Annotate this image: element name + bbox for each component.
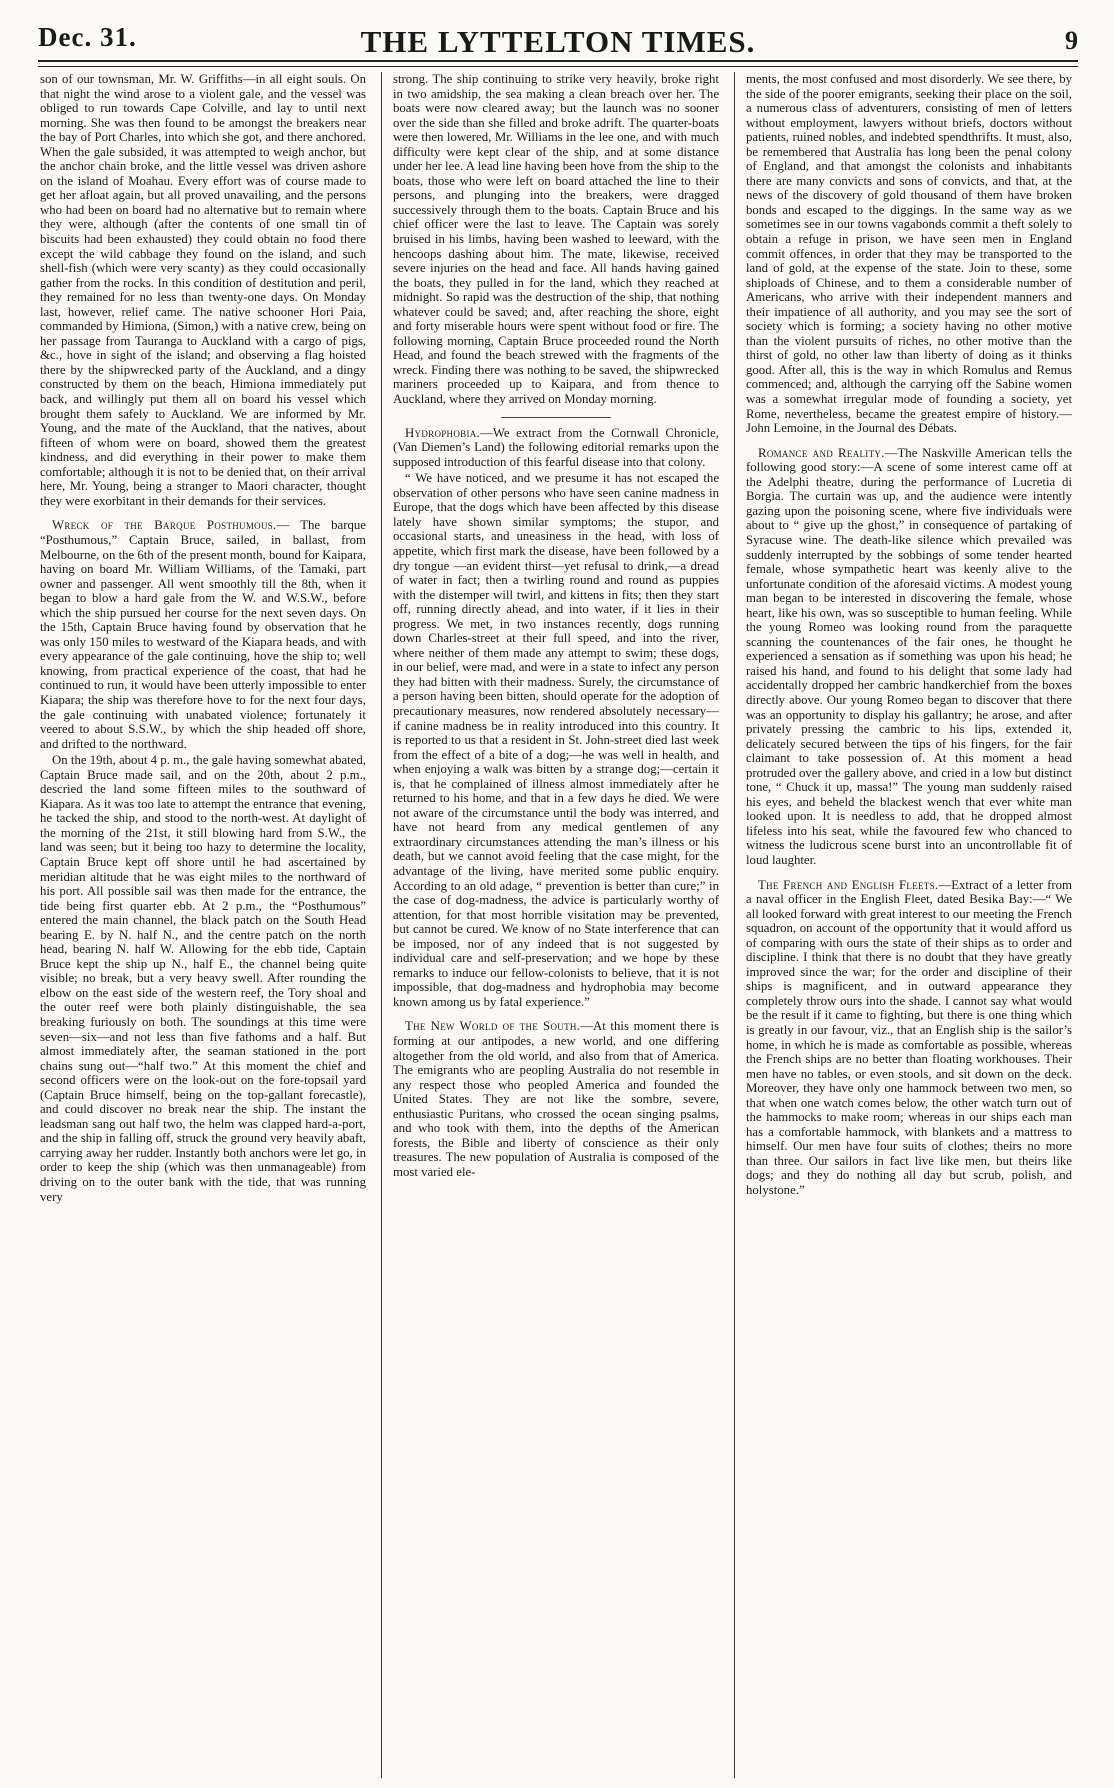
article-paragraph: strong. The ship continuing to strike very heavily, broke right in two amidship, the sea making a clean breach over her. The boats were now cleared away; but the launch was no sooner over the side than she filled and broke adrift. The quarter-boats were then lowered, Mr. Williams in the lee one, and with much difficulty were kept clear of the ship, and at some distance under her lee. A lead line having been hove from the ship to the boats, those who were left on board attached the line to their persons, and plunging into the breakers, were dragged successively through them to the boats. Captain Bruce and his chief officer were the last to leave. The Captain was sorely bruised in his limbs, having been washed to leeward, with the hencoops dashing about him. The mate, likewise, received severe injuries on the head and face. All hands having gained the boats, they pulled in for the land, which they reached at midnight. So rapid was the destruction of the ship, that nothing whatever could be saved; and, after reaching the shore, eight and forty miserable hours were spent without food or fire. The following morning, Captain Bruce proceeded round the North Head, and found the beach strewed with the fragments of the wreck. Finding there was nothing to be saved, the shipwrecked mariners proceeded up to Kaipara, and from thence to Auckland, where they arrived on Monday morning. bbox=[393, 72, 719, 407]
article-paragraph: —Extract of a letter from a naval officer in the English Fleet, dated Besika Bay:—“ We all looked forward with great interest to our meeting the French squadron, on account of the opportunity that it would afford us of comparing with ours the state of their ships as to order and discipline. I think that there is no doubt that they have greatly improved since the war; for the order and discipline of their ships is magnificent, and in outward appearance they completely throw ours into the shade. I cannot say what would be the result if it came to fighting, but there is one thing which is greatly in our favour, viz., that an English ship is the sailor’s home, in which he is made as comfortable as possible, whereas the French ships are no better than floating workhouses. Their men have no tables, or even stools, and sit down on the deck. Moreover, they have only one hammock between two men, so that when one watch comes below, the other watch turn out of the hammocks to make room; whereas in our ships each man has a comfortable hammock, with blankets and a mattress to himself. Our men have four suits of clothes; theirs no more than three. Our sailors in fact live like men, but theirs like dogs; and they do nothing all day but scrub, polish, and holystone.” bbox=[746, 877, 1072, 1198]
page-number: 9 bbox=[1065, 26, 1078, 55]
article-new-world bbox=[393, 1019, 719, 1179]
column-3 bbox=[746, 72, 1072, 1778]
section-divider bbox=[501, 417, 611, 418]
masthead-rule bbox=[38, 60, 1078, 67]
article-paragraph: — The barque “Posthumous,” Captain Bruce, sailed, in ballast, from Melbourne, on the 6th of the present month, bound for Kaipara, having on board Mr. William Williams, of the Tamaki, part owner and passenger. All went smoothly till the 8th, when it began to blow a hard gale from the W. and W.S.W., before which the ship pursued her course for the next seven days. On the 15th, Captain Bruce having found by observation that he was only 150 miles to westward of the Kiapara heads, and with every appearance of the gale continuing, hove the ship to; well knowing, from practical experience of the coast, that had he continued to run, it would have been utterly impossible to enter Kiapara; the ship was therefore hove to for the next four days, the gale continuing with unabated violence; fortunately it veered to about S.S.W., by which the ship headed off shore, and drifted to the northward. bbox=[40, 518, 366, 751]
article-hydrophobia bbox=[393, 426, 719, 470]
article-wreck-posthumous bbox=[40, 518, 366, 751]
article-romance-reality bbox=[746, 446, 1072, 868]
column-1 bbox=[40, 72, 366, 1778]
article-heading: Romance and Reality. bbox=[758, 445, 885, 460]
article-paragraph: —The Naskville American tells the following good story:—A scene of some interest came off at the Adelphi theatre, during the performance of Lucretia di Borgia. The curtain was up, and the audience were intently gazing upon the poisoning scene, where five individuals were about to “ give up the ghost,” in consequence of partaking of Syracuse wine. The death-like silence which prevailed was suddenly interrupted by the sobbings of some tender hearted female, whose sympathetic heart was keenly alive to the unfortunate condition of the aforesaid victims. A modest young man began to be interested in discovering the female, whose heart, like his own, was so susceptible to human feeling. While the young Romeo was looking round from the paraquette scanning the countenances of the fair ones, he thought he experienced a sensation as if something was upon his head; he raised his hand, and found to his delight that some lady had accidentally dropped her cambric handkerchief from the boxes directly above. Our young Romeo began to discover that there was an opportunity to display his gallantry; he arose, and after privately pressing the cambric to his lips, extended it, delicately secured between the tips of his fingers, for the fair claimant to take possession of. At this moment a head protruded over the gallery above, and cried in a low but distinct tone, “ Chuck it up, massa!” The young man suddenly raised his eyes, and beheld the blackest wench that ever white man looked upon. It is needless to add, that he dropped almost lifeless into his seat, while the favoured few who chanced to witness the ludicrous scene burst into an uncontrollable fit of loud laughter. bbox=[746, 445, 1072, 867]
article-heading: The French and English Fleets. bbox=[758, 877, 939, 892]
article-paragraph: ments, the most confused and most disorderly. We see there, by the side of the poorer emigrants, seeking their place on the soil, a numerous class of adventurers, consisting of men of letters without employment, lawyers without briefs, doctors without patients, ruined nobles, and indebted spendthrifts. It must, also, be remembered that Australia has long been the penal colony of England, and that amongst the colonists and inhabitants there are many convicts and sons of convicts, and that, at the news of the discovery of gold thousand of them have broken bonds and escaped to the diggings. In the same way as we sometimes see in our towns vagabonds commit a theft solely to obtain a refuge in prison, we have seen men in England commit offences, in order that they may be transported to the land of gold, at the expense of the state. Join to these, some shiploads of Chinese, and to them a considerable number of Americans, who arrive with their independent manners and their impatience of all authority, and you may see the sort of society which is forming; a society having no other motive than the violent pursuits of riches, no other motive than the thirst of gold, no other law than liberty of doing as it thinks good. After all, this is the way in which Romulus and Remus commenced; and, although the carrying off the Sabine women was a somewhat irregular mode of founding a society, yet Rome, nevertheless, became the greatest empire of history.—John Lemoine, in the Journal des Débats. bbox=[746, 72, 1072, 436]
article-paragraph: “ We have noticed, and we presume it has not escaped the observation of other persons who have seen canine madness in Europe, that the dogs which have been affected by this disease lately have shown similar symptoms; the stupor, and occasional starts, and uneasiness in the head, with loss of appetite, which first mark the disease, have been followed by a dry tongue —an evident thirst—yet refusal to drink,—a dread of water in fact; then a twirling round and round as puppies with the distemper will twirl, and kittens in fits; then they start off, running directly ahead, and into water, if it lies in their progress. We met, in two instances recently, dogs running down Charles-street at their full speed, and into the river, where neither of them made any attempt to swim; these dogs, in our belief, were mad, and were in a state to infect any person they had bitten with their madness. Surely, the circumstance of a person having been bitten, should operate for the adoption of precautionary measures, now rendered absolutely necessary—if canine madness be in reality introduced into this country. It is reported to us that a resident in St. John-street died last week from the effect of a bite of a dog;—he was well in health, and when enjoying a walk was bitten by a strange dog;—certain it is, that he complained of illness almost immediately after he returned to his home, and that in a few days he died. We were not aware of the circumstance until the body was interred, and have not heard from any medical gentlemen of any extraordinary circumstances attending the man’s illness or his death, but we cannot avoid feeling that the case might, for the advantage of the living, have merited some public enquiry. According to an old adage, “ prevention is better than cure;” in the case of dog-madness, the advice is particularly worthy of attention, for that most horrible visitation may be prevented, but cannot be cured. We know of no State interference that can be imposed, nor of any indeed that is not suggested by individual care and self-preservation; and we hope by these remarks to induce our fellow-colonists to believe, that it is not impossible, that dog-madness and hydrophobia may become known among us by fatal experience.” bbox=[393, 471, 719, 1009]
article-paragraph: On the 19th, about 4 p. m., the gale having somewhat abated, Captain Bruce made sail, and on the 20th, about 2 p.m., descried the land some fifteen miles to the southward of Kiapara. As it was too late to attempt the entrance that evening, he tacked the ship, and stood to the north-west. At daylight of the morning of the 21st, it still blowing hard from S.W., the land was seen; but it being too hazy to determine the locality, Captain Bruce kept off shore until he had ascertained by meridian altitude that he was eight miles to the northward of his port. All possible sail was then made for the entrance, the tide being first quarter ebb. At 2 p.m., the “Posthumous” entered the main channel, the black patch on the South Head bearing E. by N. half N., and the centre patch on the north head, bearing N. half W. Allowing for the ebb tide, Captain Bruce kept the ship up N., half E., the channel being quite visible; no break, but a very heavy swell. After rounding the elbow on the east side of the western reef, the Tory shoal and the outer reef were both plainly distinguishable, the sea breaking furiously on both. The soundings at this time were seven—six—and not less than five fathoms and a half. But almost immediately after, the seaman stationed in the port chains sung out—“half two.” At this moment the chief and second officers were on the look-out on the fore-topsail yard (Captain Bruce himself, being on the top-gallant forecastle), and could discover no break near the ship. The instant the leadsman sang out half two, the helm was clapped hard-a-port, and the ship in falling off, struck the ground very heavily abaft, carrying away her rudder. Instantly both anchors were let go, in order to keep the ship (which was then unmanageable) from driving on to the outer bank with the tide, that was running very bbox=[40, 753, 366, 1204]
article-paragraph: son of our townsman, Mr. W. Griffiths—in all eight souls. On that night the wind arose to a violent gale, and the vessel was obliged to run towards Cape Colville, and lay to until next morning. She was then found to be amongst the breakers near the bay of Port Charles, into which she got, and there anchored. When the gale subsided, it was attempted to weigh anchor, but the anchor chain broke, and the little vessel was driven ashore on the island of Moahau. Every effort was of course made to get her afloat again, but all proved unavailing, and the persons who had been on board had no alternative but to remain where they were, although (after the contents of one small tin of biscuits had been exhausted) they could obtain no food there except the wild cabbage they found on the island, and such shell-fish (which were very scanty) as they could occasionally gather from the rocks. In this condition of destitution and peril, they remained for no less than twenty-one days. On Monday last, however, relief came. The native schooner Hori Paia, commanded by Himiona, (Simon,) with a native crew, being on her passage from Tauranga to Auckland with a cargo of pigs, &c., hove in sight of the island; and observing a flag hoisted there by the shipwrecked party of the Auckland, and a dingy constructed by them on the beach, Himiona immediately put back, and willingly put them all on board his vessel which brought them safely to Auckland. We are informed by Mr. Young, and the mate of the Auckland, that the natives, about fifteen of whom were on board, showed them the greatest kindness, and did everything in their power to make them comfortable; although it is not to be denied that, on their arrival here, Mr. Young, being a stranger to Maori character, thought they were exorbitant in their demands for their services. bbox=[40, 72, 366, 508]
article-heading: Wreck of the Barque Posthumous. bbox=[52, 518, 277, 533]
article-french-english-fleets bbox=[746, 878, 1072, 1198]
article-paragraph: —We extract from the Cornwall Chronicle, (Van Diemen’s Land) the following editorial remarks upon the supposed introduction of this fearful disease into that colony. bbox=[393, 425, 719, 469]
newspaper-title: THE LYTTELTON TIMES. bbox=[360, 24, 756, 59]
column-2 bbox=[393, 72, 719, 1778]
article-paragraph: —At this moment there is forming at our antipodes, a new world, and one differing altogether from the old world, and also from that of America. The emigrants who are peopling Australia do not resemble in any respect those who peopled America and founded the United States. They are not like the sombre, severe, enthusiastic Puritans, who crossed the ocean singing psalms, and who took with them, into the depths of the American forests, the Bible and liberty of conscience as their only treasures. The new population of Australia is composed of the most varied ele- bbox=[393, 1019, 719, 1179]
masthead bbox=[38, 18, 1078, 62]
article-heading: The New World of the South. bbox=[405, 1019, 581, 1034]
column-rule bbox=[734, 72, 735, 1778]
issue-date: Dec. 31. bbox=[38, 22, 137, 52]
column-rule bbox=[381, 72, 382, 1778]
article-heading: Hydrophobia. bbox=[405, 425, 481, 440]
